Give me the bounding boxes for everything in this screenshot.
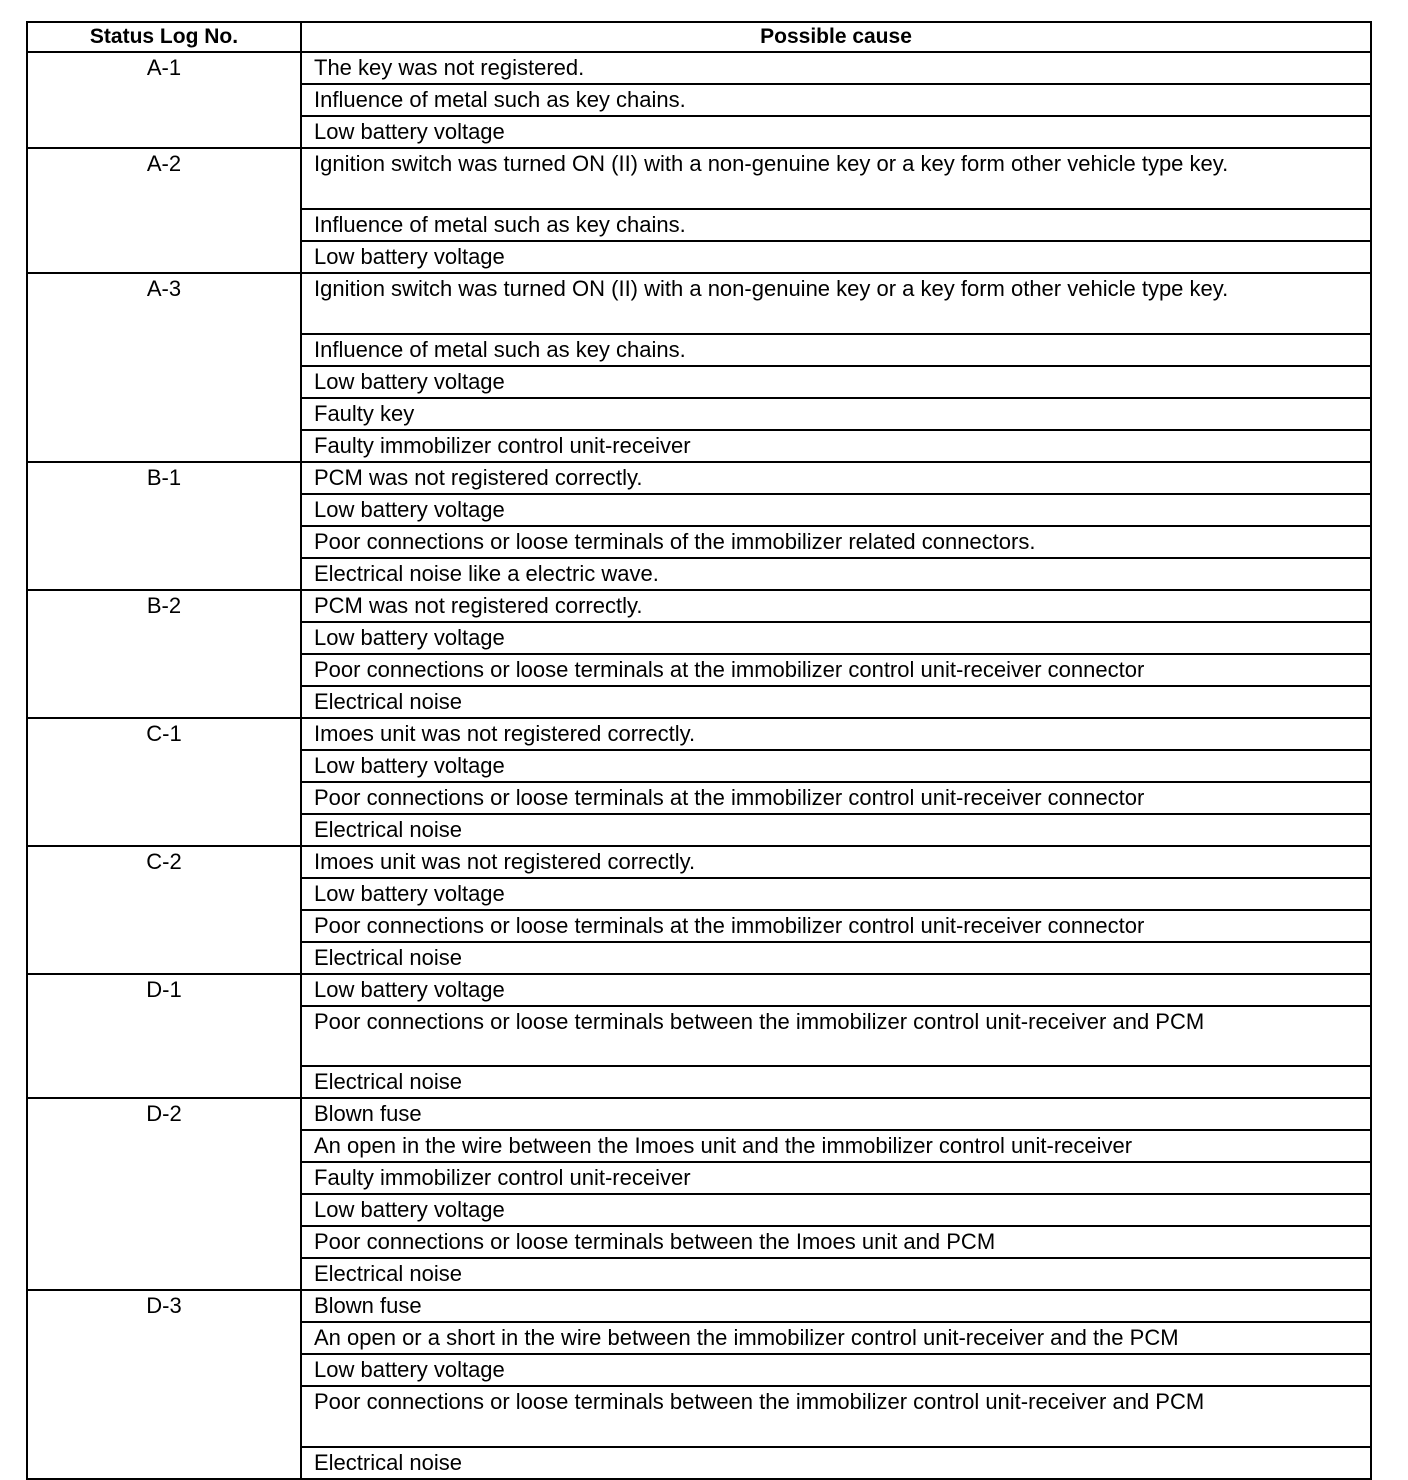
possible-cause: Electrical noise <box>301 942 1371 974</box>
table-row <box>27 1290 1371 1322</box>
possible-cause: Influence of metal such as key chains. <box>301 209 1371 241</box>
possible-cause: Low battery voltage <box>301 878 1371 910</box>
possible-cause: Blown fuse <box>301 1290 1371 1322</box>
possible-cause: Electrical noise <box>301 1258 1371 1290</box>
possible-cause: Poor connections or loose terminals between the immobilizer control unit-receiver and PCM <box>301 1386 1371 1447</box>
table-row <box>27 148 1371 209</box>
possible-cause: Low battery voltage <box>301 366 1371 398</box>
possible-cause: Poor connections or loose terminals at the immobilizer control unit-receiver connector <box>301 910 1371 942</box>
status-log-code: A-1 <box>27 52 301 148</box>
status-log-code: A-3 <box>27 273 301 462</box>
possible-cause: Poor connections or loose terminals at the immobilizer control unit-receiver connector <box>301 782 1371 814</box>
possible-cause: Blown fuse <box>301 1098 1371 1130</box>
possible-cause: An open or a short in the wire between the immobilizer control unit-receiver and the PCM <box>301 1322 1371 1354</box>
table-body <box>27 52 1371 1479</box>
possible-cause: Poor connections or loose terminals between the Imoes unit and PCM <box>301 1226 1371 1258</box>
possible-cause: Low battery voltage <box>301 750 1371 782</box>
possible-cause: Imoes unit was not registered correctly. <box>301 718 1371 750</box>
possible-cause: Imoes unit was not registered correctly. <box>301 846 1371 878</box>
status-log-code: B-1 <box>27 462 301 590</box>
status-log-code: B-2 <box>27 590 301 718</box>
possible-cause: Influence of metal such as key chains. <box>301 334 1371 366</box>
possible-cause: Faulty key <box>301 398 1371 430</box>
header-row <box>27 22 1371 52</box>
possible-cause: Electrical noise <box>301 686 1371 718</box>
possible-cause: Faulty immobilizer control unit-receiver <box>301 1162 1371 1194</box>
possible-cause: Poor connections or loose terminals at the immobilizer control unit-receiver connector <box>301 654 1371 686</box>
possible-cause: Poor connections or loose terminals between the immobilizer control unit-receiver and PCM <box>301 1006 1371 1067</box>
possible-cause: Electrical noise <box>301 1066 1371 1098</box>
possible-cause: Faulty immobilizer control unit-receiver <box>301 430 1371 462</box>
status-log-code: A-2 <box>27 148 301 273</box>
table-row <box>27 52 1371 84</box>
status-log-code: C-1 <box>27 718 301 846</box>
possible-cause: The key was not registered. <box>301 52 1371 84</box>
possible-cause: Low battery voltage <box>301 1194 1371 1226</box>
table-row <box>27 1098 1371 1130</box>
table-row <box>27 974 1371 1006</box>
possible-cause: Low battery voltage <box>301 116 1371 148</box>
possible-cause: Influence of metal such as key chains. <box>301 84 1371 116</box>
possible-cause: Low battery voltage <box>301 241 1371 273</box>
status-log-code: D-1 <box>27 974 301 1099</box>
possible-cause: Low battery voltage <box>301 494 1371 526</box>
table-row <box>27 273 1371 334</box>
possible-cause: Low battery voltage <box>301 974 1371 1006</box>
possible-cause: An open in the wire between the Imoes unit and the immobilizer control unit-receiver <box>301 1130 1371 1162</box>
possible-cause: Low battery voltage <box>301 1354 1371 1386</box>
possible-cause: Low battery voltage <box>301 622 1371 654</box>
table-row <box>27 462 1371 494</box>
possible-cause: Ignition switch was turned ON (II) with a non-genuine key or a key form other vehicle type key. <box>301 273 1371 334</box>
possible-cause: Poor connections or loose terminals of the immobilizer related connectors. <box>301 526 1371 558</box>
table-row <box>27 846 1371 878</box>
possible-cause: PCM was not registered correctly. <box>301 590 1371 622</box>
status-log-table <box>26 21 1372 1480</box>
table-row <box>27 718 1371 750</box>
header-status-log-no: Status Log No. <box>27 22 301 52</box>
status-log-code: D-3 <box>27 1290 301 1479</box>
possible-cause: Ignition switch was turned ON (II) with a non-genuine key or a key form other vehicle type key. <box>301 148 1371 209</box>
header-possible-cause: Possible cause <box>301 22 1371 52</box>
table-row <box>27 590 1371 622</box>
status-log-code: C-2 <box>27 846 301 974</box>
possible-cause: PCM was not registered correctly. <box>301 462 1371 494</box>
possible-cause: Electrical noise like a electric wave. <box>301 558 1371 590</box>
possible-cause: Electrical noise <box>301 814 1371 846</box>
status-log-code: D-2 <box>27 1098 301 1290</box>
possible-cause: Electrical noise <box>301 1447 1371 1479</box>
